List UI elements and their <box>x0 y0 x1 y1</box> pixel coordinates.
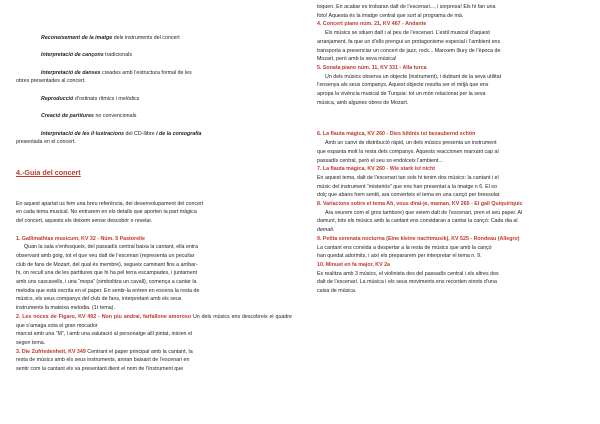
guide-item-title: 9. Petita serenata nocturna (Eine kleine nachtmusik), KV 525 - Rondeau (Allegro) <box>317 235 520 242</box>
guide-line: músics, els seus companys del club de fans, interpretant amb els seus <box>16 296 182 303</box>
guide-line: que espanta molt la resta dels companys. Aquests reaccionen marxant cap al <box>317 148 499 155</box>
objective-item: Reconeixement de la imatge dels instruments del concert <box>41 35 180 41</box>
objective-item: Interpretació de cançons tradicionals <box>41 52 132 59</box>
guide-line: instruments la mateixa melodia. (1r tema). <box>16 305 115 312</box>
guide-line: apropa la vivència musical de Turquia: tot un món relacionat per la seva <box>317 91 486 98</box>
intro-line: En aquest apartat us fem una breu referència, del desenvolupament del concert <box>16 200 204 207</box>
guide-line: dolç que abans hem sentit, ara converteix el tema en una cançó per bressolar. <box>317 192 501 199</box>
intro-line: en cada tema musical. No entrarem en els detalls que aporten la part màgica <box>16 209 197 216</box>
intro-line: del concert, aquests els deixem sense descobrir o revelar. <box>16 218 153 225</box>
guide-line: l’ensenya als seus companys. Aquest objecte resulta ser el mitjà que ens <box>317 82 489 89</box>
guide-item-title: 8. Variacions sobre el tema Ah, vous dirai-je, maman, KV 265 - El gall Quiquiriquic <box>317 201 523 208</box>
objective-item: Interpretació de les il·lustracions del CD-llibre i de la coreografia <box>41 130 202 137</box>
guide-line: Ara veurem com el gros tambore) que veiem dalt de l’escenari, pren el seu paper. Al <box>325 209 523 216</box>
guide-line: caixa de música. <box>317 288 357 295</box>
guide-line: han quedat adormits, i així els prepararem per interpretar el tema n. 9. <box>317 253 482 260</box>
guide-line: marcat amb una “M”, l amb una salutació al personatge allí pintat, inicien el <box>16 331 193 338</box>
objective-item-continued: obres presentades al concert. <box>16 78 86 85</box>
guide-item-title: 5. Sonata piano núm. 11, KV 331 - Alla turca <box>317 64 427 71</box>
guide-item-title: 10. Minuet en fa major, KV 2a <box>317 261 391 268</box>
guide-line: damunt, tots els músics amb la cantant ens convidaran a cantar la cançó: Cada dia al <box>317 218 518 225</box>
guide-item-title: 1. Gallimathias musicum, KV 32 - Núm. 5 Pastorelle <box>16 235 145 242</box>
guide-line: club de fans de Mozart, del qual és membre), segueix caminant fins a arribar- <box>16 261 198 268</box>
guide-line: músic del instrument “misteriós” que ens han presentat a la imatge n 6. El so <box>317 183 497 190</box>
guide-line: passadís central, però el seu so endolceix l’ambient... <box>317 157 443 164</box>
guide-line: En aquest tema, dalt de l’escenari tan sols hi tenim dos músics: la cantant i el <box>317 174 499 181</box>
guide-line: Quan la sala s’enfosqueix, del passadís central baixa la cantant, ella entra <box>24 244 199 251</box>
objective-item: Reproducció d’ostinats rítmics i melòdics <box>41 95 140 102</box>
guide-line: Amb un canvi de distribució ràpid, un dels músics presenta un instrument <box>325 140 497 147</box>
guide-line: hi, on recull una de les partitures que hi ha pel terra escampades, i juntament <box>16 270 198 277</box>
guide-line: música, amb algunes obres de Mozart. <box>317 99 409 106</box>
objective-item: Interpretació de danses creades amb l’estructura formal de les <box>41 69 192 76</box>
guide-item-title: 3. Die Zufriedenheit, KV 349 <box>16 348 86 355</box>
guide-line: demati. <box>317 227 335 234</box>
guide-item-title: 6. La flauta màgica, KV 260 - Dies bildnis ist bezaubernd schön <box>317 131 476 138</box>
section-title: 4.-Guia del concert <box>16 168 81 178</box>
guide-item: 3. Die Zufriedenheit, KV 349 Centrant el paper principal amb la cantant, la <box>16 348 193 355</box>
guide-item-title: 2. Les noces de Figaro, KV 492 - Non piu andrai, farfallone amoroso <box>16 313 192 320</box>
guide-line: dalt de l’escenari. La música i els seus moviments ens recorden ninots d’una <box>317 279 497 286</box>
guide-line: Mozart, però amb la seva música! <box>317 56 397 63</box>
guide-line: Els músics se situen dalt i al peu de l’escenari. L’estil musical d’aquest <box>325 30 490 37</box>
guide-line: observant amb goig, tot el que veu dalt de l’escenari (representa un peculiar <box>16 252 195 259</box>
right-column <box>317 3 585 296</box>
guide-line: foto! Aquesta és la imatge central que surt al programa de mà. <box>317 12 464 19</box>
guide-line: resta de músics amb els seus instruments, aniran baixant de l’escenari en <box>16 357 190 364</box>
guide-line: melodia que està escrita en el paper. En sentir-la entren en escena la resta de <box>16 287 200 294</box>
guide-line: arranjament, fa que un d’ells prengui un protagonisme especial i l’ambient ens <box>317 38 501 45</box>
guide-line: segon tema. <box>16 340 46 346</box>
guide-line: Un dels músics observa un objecte (instrument), i dubtant de la seva utilitat <box>325 73 502 80</box>
guide-line: Es realitza amb 3 músics, el violinista des del passadís central i els altres dos <box>317 270 499 277</box>
left-column <box>16 34 292 374</box>
guide-item-title: 7. La flauta màgica, KV 260 - Wie stark ist nicht <box>317 166 435 173</box>
guide-line: La cantant ens convida a despertar a la resta de músics que amb la cançó <box>317 244 492 251</box>
guide-line: sentir com la cantant els va presentant dient el nom de l’instrument que <box>16 366 184 373</box>
guide-item-title: 4. Concert piano núm. 21, KV 467 - Andante <box>317 21 427 28</box>
guide-line: transporta a presenciar un concert de jazz, rock... Manxem lliury de l’època de <box>317 47 501 54</box>
guide-line: toquen. En acabar es trobaran dalt de l’escenari..., i sorpresa! Els hi fan una <box>317 4 496 10</box>
objective-item-continued: presentada en el concert. <box>16 139 76 146</box>
guide-line: amb uns cascavells, i una “mopa” (simbolitza un cavall), comença a cantar la <box>16 279 197 286</box>
guide-item: 2. Les noces de Figaro, KV 492 - Non piu andrai, farfallone amoroso Un dels músics ens descobreix el quadre que s’amaga sota el gran mocador <box>16 313 292 329</box>
objective-item: Creació de partitures no convencionals <box>41 113 137 120</box>
